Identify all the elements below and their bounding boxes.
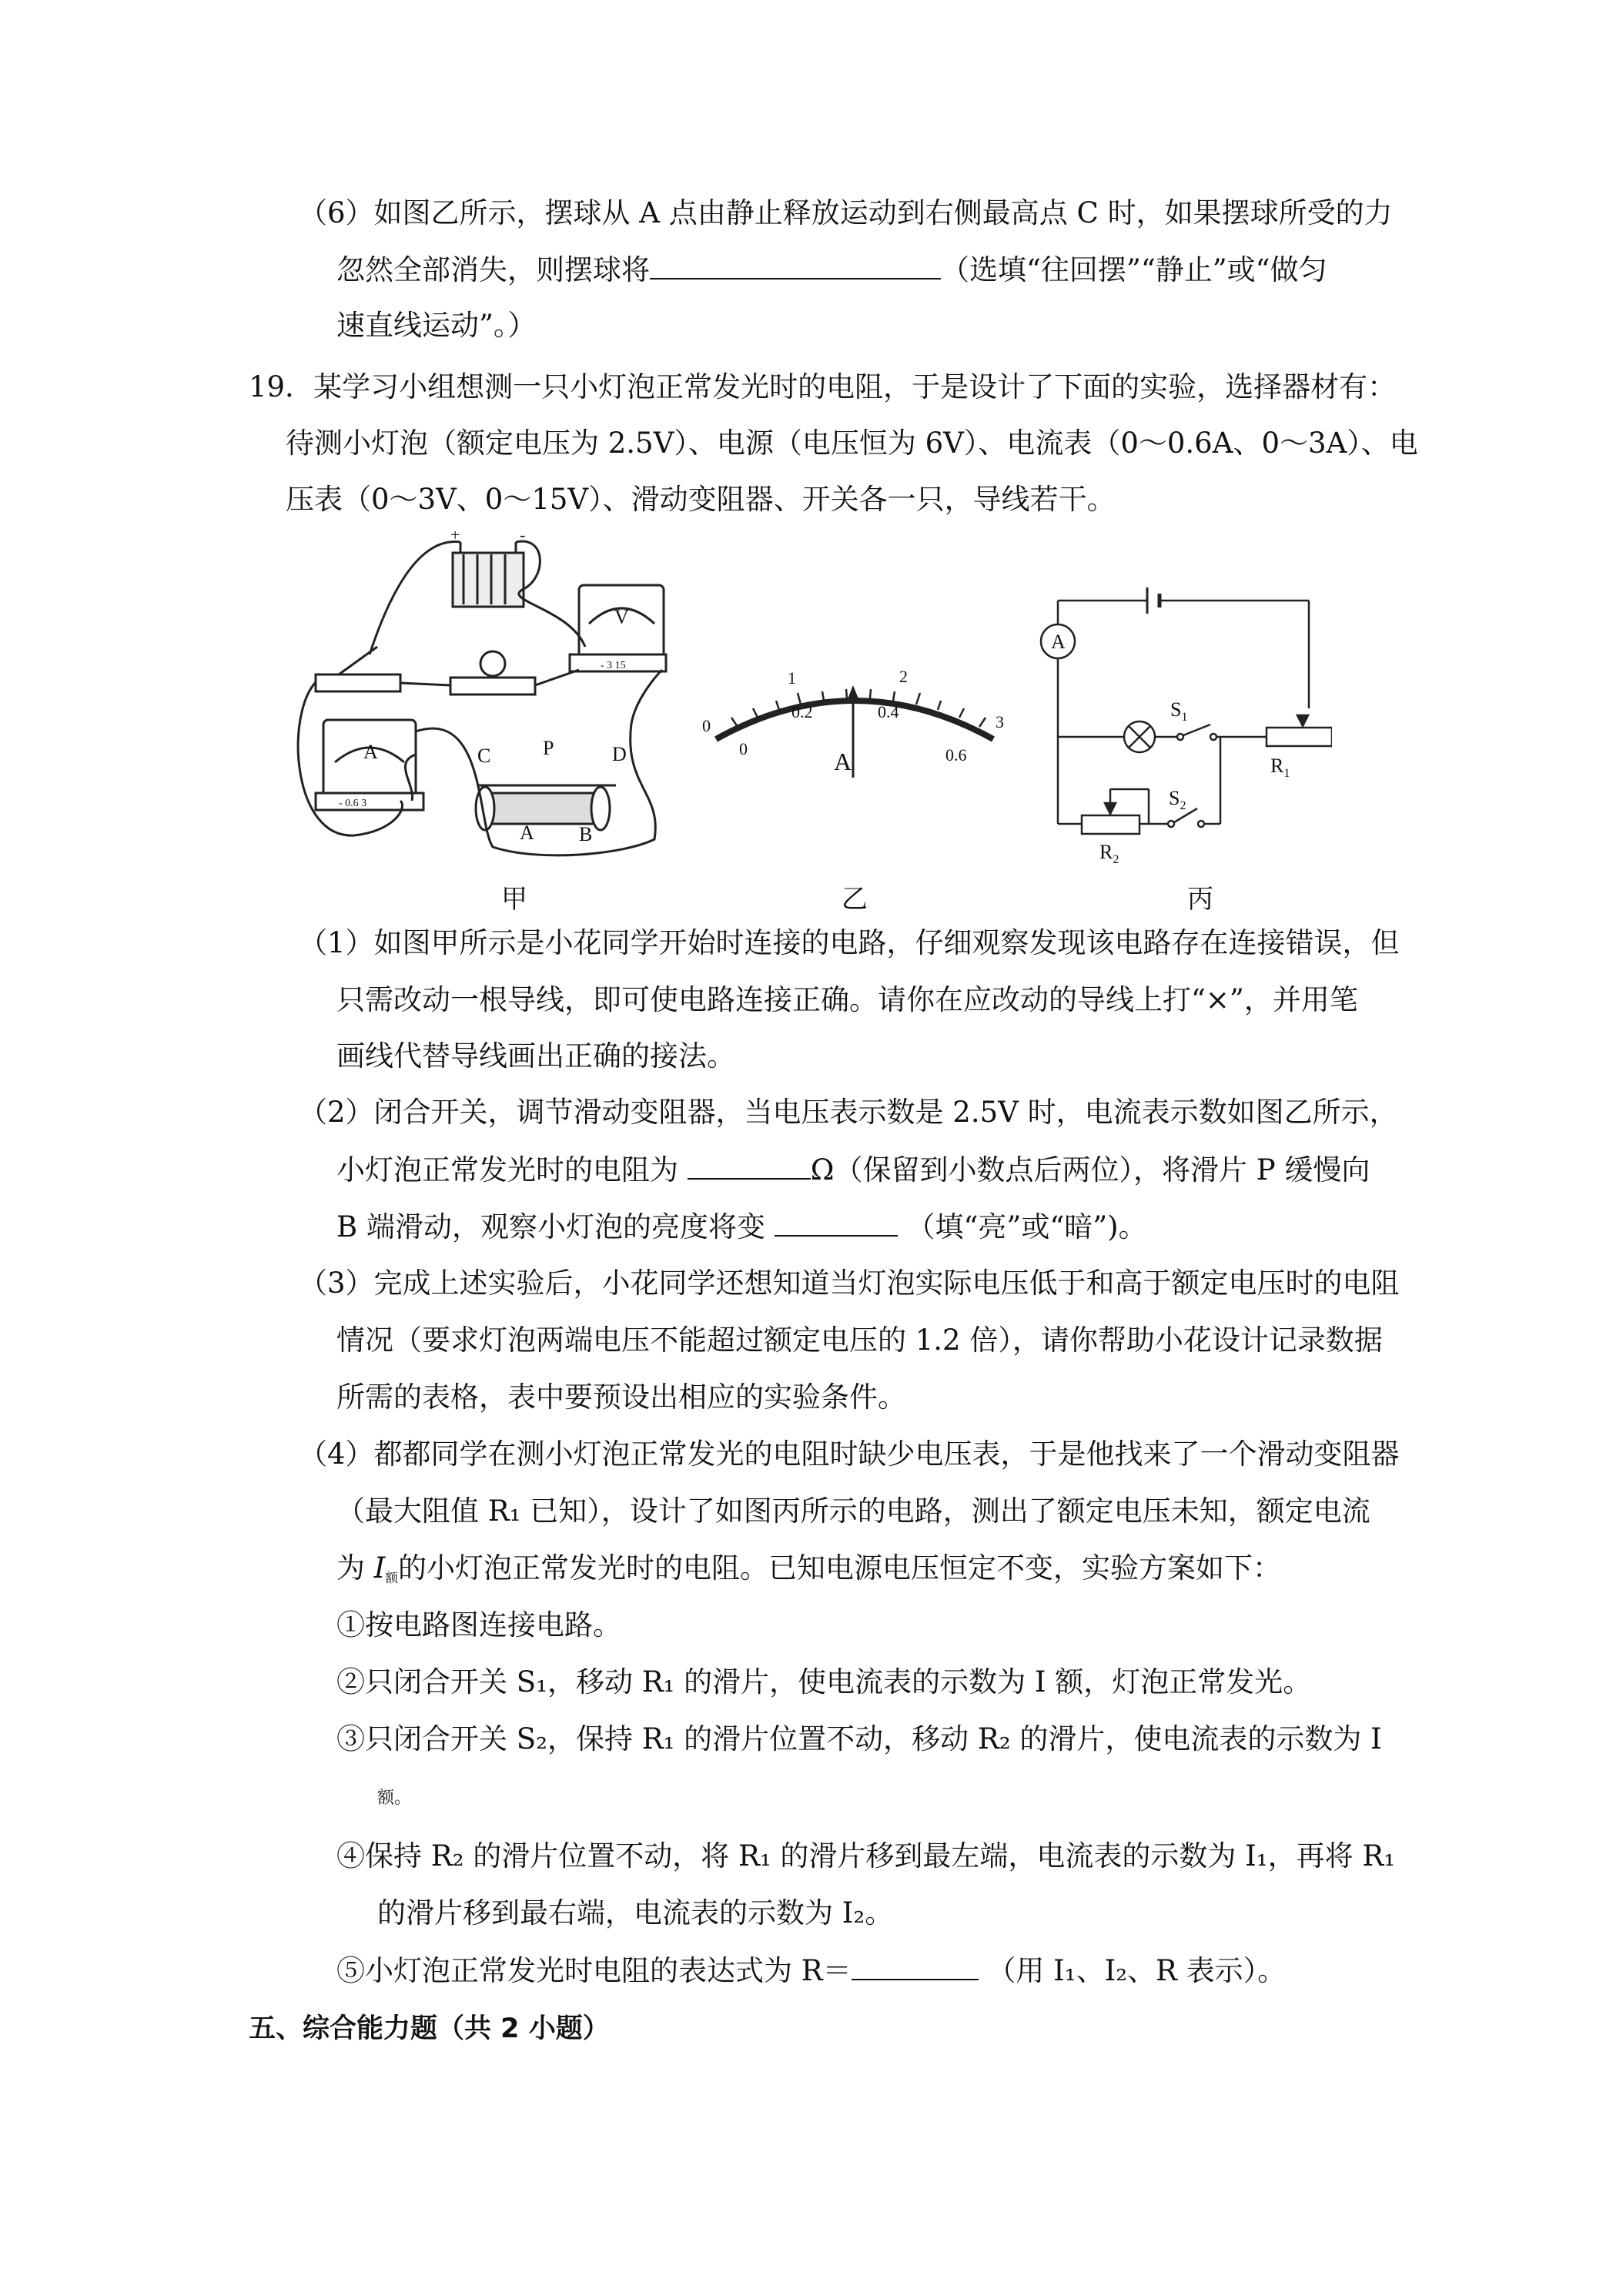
q19-line1: 19．某学习小组想测一只小灯泡正常发光时的电阻，于是设计了下面的实验，选择器材有：: [249, 370, 1397, 403]
p4-step1: ①按电路图连接电路。: [336, 1608, 621, 1642]
r1-label: R: [1270, 755, 1284, 777]
p1-line1: （1）如图甲所示是小花同学开始时连接的电路，仔细观察发现该电路存在连接错误，但: [299, 926, 1400, 959]
q18-6-line1: （6）如图乙所示，摆球从 A 点由静止释放运动到右侧最高点 C 时，如果摆球所受的力: [299, 196, 1393, 229]
s1-sub: 1: [1181, 711, 1188, 724]
p3-line1: （3）完成上述实验后，小花同学还想知道当灯泡实际电压低于和高于额定电压时的电阻: [299, 1267, 1400, 1300]
q18-6-line3: 速直线运动”。）: [336, 309, 537, 342]
dial-lower-02: 0.2: [791, 702, 813, 721]
p2-line3-text-b: （填“亮”或“暗”)。: [906, 1210, 1147, 1243]
resistor-r1-symbol: [1267, 728, 1332, 746]
rheostat-a-label: A: [520, 822, 534, 844]
bulb-icon: [480, 651, 505, 676]
dial-unit: A: [834, 748, 852, 775]
rheostat-d-label: D: [612, 743, 627, 765]
ammeter-terminals: - 0.6 3: [339, 798, 367, 809]
dial-lower-06: 0.6: [945, 745, 967, 765]
dial-lower-04: 0.4: [878, 702, 899, 721]
q18-6-line2: [336, 255, 1327, 284]
p4-line3-d: 的小灯泡正常发光时的电阻。已知电源电压恒定不变，实验方案如下：: [398, 1551, 1282, 1585]
answer-blank-brightness[interactable]: [775, 1212, 898, 1237]
p4-step5: [336, 1956, 1286, 1985]
svg-text:S1: [1170, 698, 1187, 724]
p4-step4-line2: 的滑片移到最右端，电流表的示数为 I₂。: [377, 1896, 894, 1930]
p4-line3: [336, 1551, 1282, 1585]
p4-line3-a: 为: [336, 1551, 365, 1585]
p4-step4-line1: ④保持 R₂ 的滑片位置不动，将 R₁ 的滑片移到最左端，电流表的示数为 I₁，再将 R₁: [336, 1839, 1396, 1873]
figure-bing-circuit-diagram: [1039, 574, 1332, 874]
svg-text:S2: [1169, 787, 1186, 812]
r1-sub: 1: [1283, 767, 1290, 780]
rheostat-b-label: B: [579, 823, 593, 845]
p2-line1: （2）闭合开关，调节滑动变阻器，当电压表示数是 2.5V 时，电流表示数如图乙所示，: [299, 1096, 1398, 1129]
dial-upper-0: 0: [702, 716, 711, 735]
p4-line3-italic-i: I: [373, 1551, 386, 1585]
p4-step5-text-b: （用 I₁、I₂、R 表示）。: [987, 1954, 1287, 1987]
figure-yi-ammeter-dial: [693, 631, 1016, 785]
lamp-base: [450, 678, 535, 694]
switch-s1-symbol: [1183, 725, 1210, 735]
svg-text:R1: [1270, 755, 1290, 780]
caption-jia: 甲: [501, 884, 527, 915]
p3-line3: 所需的表格，表中要预设出相应的实验条件。: [336, 1381, 906, 1414]
figure-jia-circuit: [293, 531, 678, 878]
p4-line3-sub: 额: [385, 1570, 399, 1585]
svg-text:R2: [1099, 841, 1119, 866]
rheostat-icon: [485, 793, 601, 824]
r2-label: R: [1099, 841, 1113, 863]
q19-line3: 压表（0～3V、0～15V）、滑动变阻器、开关各一只，导线若干。: [286, 483, 1116, 516]
p4-line2: （最大阻值 R₁ 已知），设计了如图丙所示的电路，测出了额定电压未知，额定电流: [336, 1494, 1370, 1528]
p4-step3-cont: 额。: [377, 1789, 412, 1808]
s1-label: S: [1170, 698, 1182, 721]
p2-line2-text-a: 小灯泡正常发光时的电阻为: [336, 1153, 678, 1186]
dial-upper-2: 2: [899, 667, 908, 686]
p4-step5-text-a: ⑤小灯泡正常发光时电阻的表达式为 R＝: [336, 1954, 852, 1987]
answer-blank-q18-6[interactable]: [650, 255, 941, 279]
s2-sub: 2: [1180, 799, 1186, 812]
resistor-r2-symbol: [1082, 815, 1139, 834]
switch-icon: [316, 674, 400, 691]
answer-blank-resistance[interactable]: [688, 1155, 811, 1180]
p2-line3-text-a: B 端滑动，观察小灯泡的亮度将变: [336, 1210, 765, 1243]
s2-label: S: [1169, 787, 1180, 809]
q19-line2: 待测小灯泡（额定电压为 2.5V）、电源（电压恒为 6V）、电流表（0～0.6A、0～3A）、电: [286, 427, 1418, 460]
caption-yi: 乙: [842, 884, 868, 915]
ammeter-symbol-label: A: [1051, 631, 1066, 653]
dial-lower-0: 0: [739, 739, 748, 758]
caption-bing: 丙: [1187, 884, 1213, 915]
p2-line2-text-b: Ω（保留到小数点后两位），将滑片 P 缓慢向: [810, 1153, 1370, 1186]
q18-6-line2-text-a: 忽然全部消失，则摆球将: [336, 253, 650, 286]
p4-line1: （4）都都同学在测小灯泡正常发光的电阻时缺少电压表，于是他找来了一个滑动变阻器: [299, 1438, 1400, 1471]
dial-upper-1: 1: [788, 668, 796, 688]
answer-blank-expression[interactable]: [852, 1956, 979, 1980]
battery-minus-label: -: [520, 531, 526, 544]
section-five-heading: 五、综合能力题（共 2 小题）: [249, 2013, 610, 2044]
r2-sub: 2: [1113, 853, 1119, 866]
p4-step3: ③只闭合开关 S₂，保持 R₁ 的滑片位置不动，移动 R₂ 的滑片，使电流表的示数为 I: [336, 1722, 1382, 1755]
voltmeter-terminals: - 3 15: [601, 660, 626, 671]
p2-line2: [336, 1155, 1370, 1184]
p1-line3: 画线代替导线画出正确的接法。: [336, 1039, 735, 1073]
p1-line2: 只需改动一根导线，即可使电路连接正确。请你在应改动的导线上打“×”，并用笔: [336, 983, 1358, 1016]
dial-upper-3: 3: [996, 712, 1004, 731]
ammeter-letter: A: [363, 741, 378, 763]
voltmeter-letter: V: [614, 606, 629, 628]
rheostat-p-label: P: [543, 737, 554, 759]
p2-line3: [336, 1212, 1147, 1241]
q18-6-line2-text-b: （选填“往回摆”“静止”或“做匀: [941, 253, 1327, 286]
battery-plus-label: +: [450, 531, 460, 544]
rheostat-c-label: C: [477, 745, 491, 767]
p4-step2: ②只闭合开关 S₁，移动 R₁ 的滑片，使电流表的示数为 I 额，灯泡正常发光。: [336, 1665, 1312, 1699]
p3-line2: 情况（要求灯泡两端电压不能超过额定电压的 1.2 倍），请你帮助小花设计记录数据: [336, 1324, 1383, 1357]
